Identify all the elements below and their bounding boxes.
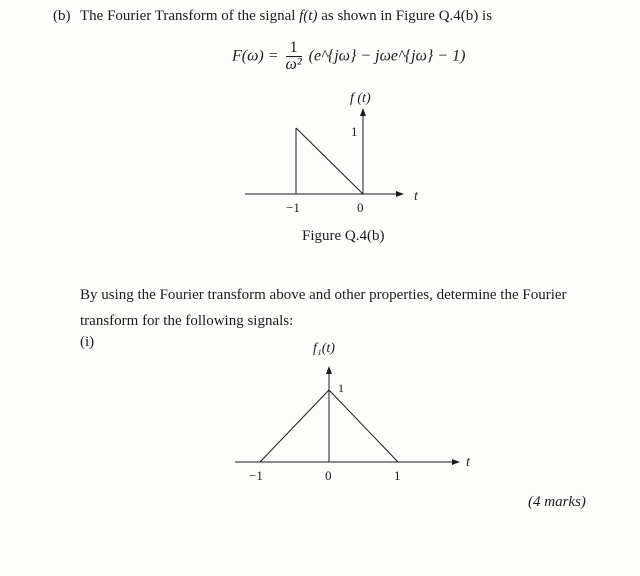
part-i-tick-x-mid: 0 [325, 468, 332, 483]
fig-b-tick-y: 1 [351, 124, 358, 139]
figure-part-i [0, 336, 640, 486]
part-i-xlabel: t [466, 455, 470, 470]
formula-fraction [286, 40, 302, 73]
formula-numerator: 1 [286, 40, 302, 57]
question-text-after: as shown in Figure Q.4(b) is [317, 8, 493, 24]
part-i-ylabel: f₁(t) [313, 341, 335, 356]
fourier-formula [232, 40, 465, 73]
part-i-label: (i) [80, 334, 95, 350]
fig-b-xlabel: t [414, 189, 418, 204]
question-label: (b) [53, 8, 71, 24]
figure-caption: Figure Q.4(b) [302, 228, 385, 244]
question-text [80, 8, 492, 25]
signal-name: f(t) [299, 8, 318, 24]
formula-denominator: ω² [285, 56, 302, 73]
formula-lhs: F(ω) = [232, 47, 279, 65]
part-i-tick-peak: 1 [338, 381, 344, 395]
y-axis-arrow [326, 366, 332, 374]
fig-b-tick-x-left: −1 [286, 200, 300, 215]
y-axis-arrow [360, 108, 366, 116]
marks-label: (4 marks) [528, 494, 586, 510]
x-axis-arrow [396, 191, 404, 197]
part-i-tick-x-right: 1 [394, 468, 401, 483]
figure-q4b [0, 80, 640, 230]
part-i-tick-x-left: −1 [249, 468, 263, 483]
instruction-paragraph: By using the Fourier transform above and other properties, determine the Fourier transform for the following signals: [80, 287, 567, 329]
fig-b-ylabel: f (t) [350, 91, 371, 106]
question-text-before: The Fourier Transform of the signal [80, 8, 300, 24]
x-axis-arrow [452, 459, 460, 465]
fig-b-tick-x-right: 0 [357, 200, 364, 215]
formula-rhs: (e^{jω} − jωe^{jω} − 1) [308, 47, 466, 65]
